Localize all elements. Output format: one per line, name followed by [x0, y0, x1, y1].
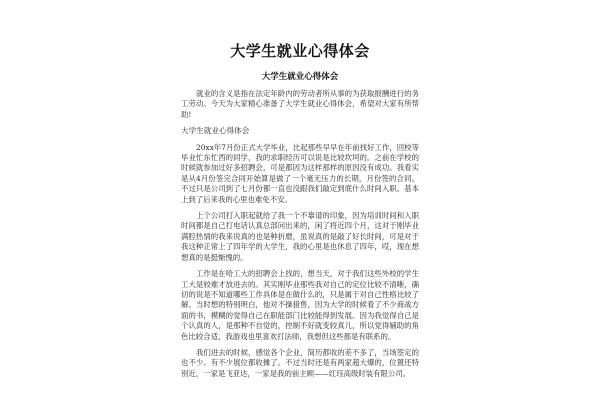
article-subtitle: 大学生就业心得体会	[261, 72, 339, 82]
intro-paragraph: 就业的含义是指在法定年龄内的劳动者所从事的为获取报酬进行的务工劳动。今天为大家精心准备了大学生就业心得体会，希望对大家有所帮助!	[181, 89, 419, 119]
body-paragraph-1: 20xx年7月份正式大学毕业，比起那些早早在年前找好工作，回校等毕业忙东忙西的同学，我的求职经历可以说是比较坎坷的。之前在学校的时候就参加过好多招聘会，可是都因为这样那样的原因没有成功。我看实是从4月份签完合同开始算是做了一个毫无压力的长期，月份签的合同。不过只是公司到了七月份都一直也没跟我们敲定到底什么时间入职。基本上到了后来我的心里也难免不安。	[181, 142, 419, 204]
body-paragraph-3: 工作是在哈工大的招聘会上找的，想当天，对于我们这些外校的学生工大是较难才放进去的。其实刚毕业那些我对自己的定位比较不清晰，确切的说是不知道哪些工作具体是在做什么的，只是属于对自己性格比较了解。当时想的特别明白，他对不操猎售，因为大学的时候看了不少商战方面的书，模糊的觉得自己在职能部门比较能得到发展。因为我觉得自己是个认真的人，是那种不自觉的，控制不好就变较真儿，所以觉得辅助的角色比较合适，我游戏也里喜欢打法师，我想但这些都是有联系的。	[181, 269, 419, 341]
body-paragraph-4: 我们进去的时候，感觉各个企业，简历都收的差不多了，当场签定的也不少。有不少展位都收摊了。不过当时还是有两家超大爆的，位置还特别近，一家是飞亚达，一家是我的前主顾——红珏高级时装有限公司。	[181, 347, 419, 378]
section-heading: 大学生就业心得体会	[181, 126, 250, 136]
article-body	[181, 70, 419, 383]
page-title: 大学生就业心得体会	[230, 42, 370, 60]
body-paragraph-2: 上个公司打入职起就给了我一个不靠谱的印象，因为培训时间和入职时间都是自己打电话认真总部问出来的，闲了将近四个月，这对于刚毕业满腔热情的我来说真的也是种折磨，虽说真的是敲了好长时间，可是对于我这种正常上了四年学的大学生，我的心里是也休息了四年，哎，现在想想真的是挺惭愧的。	[181, 211, 419, 262]
